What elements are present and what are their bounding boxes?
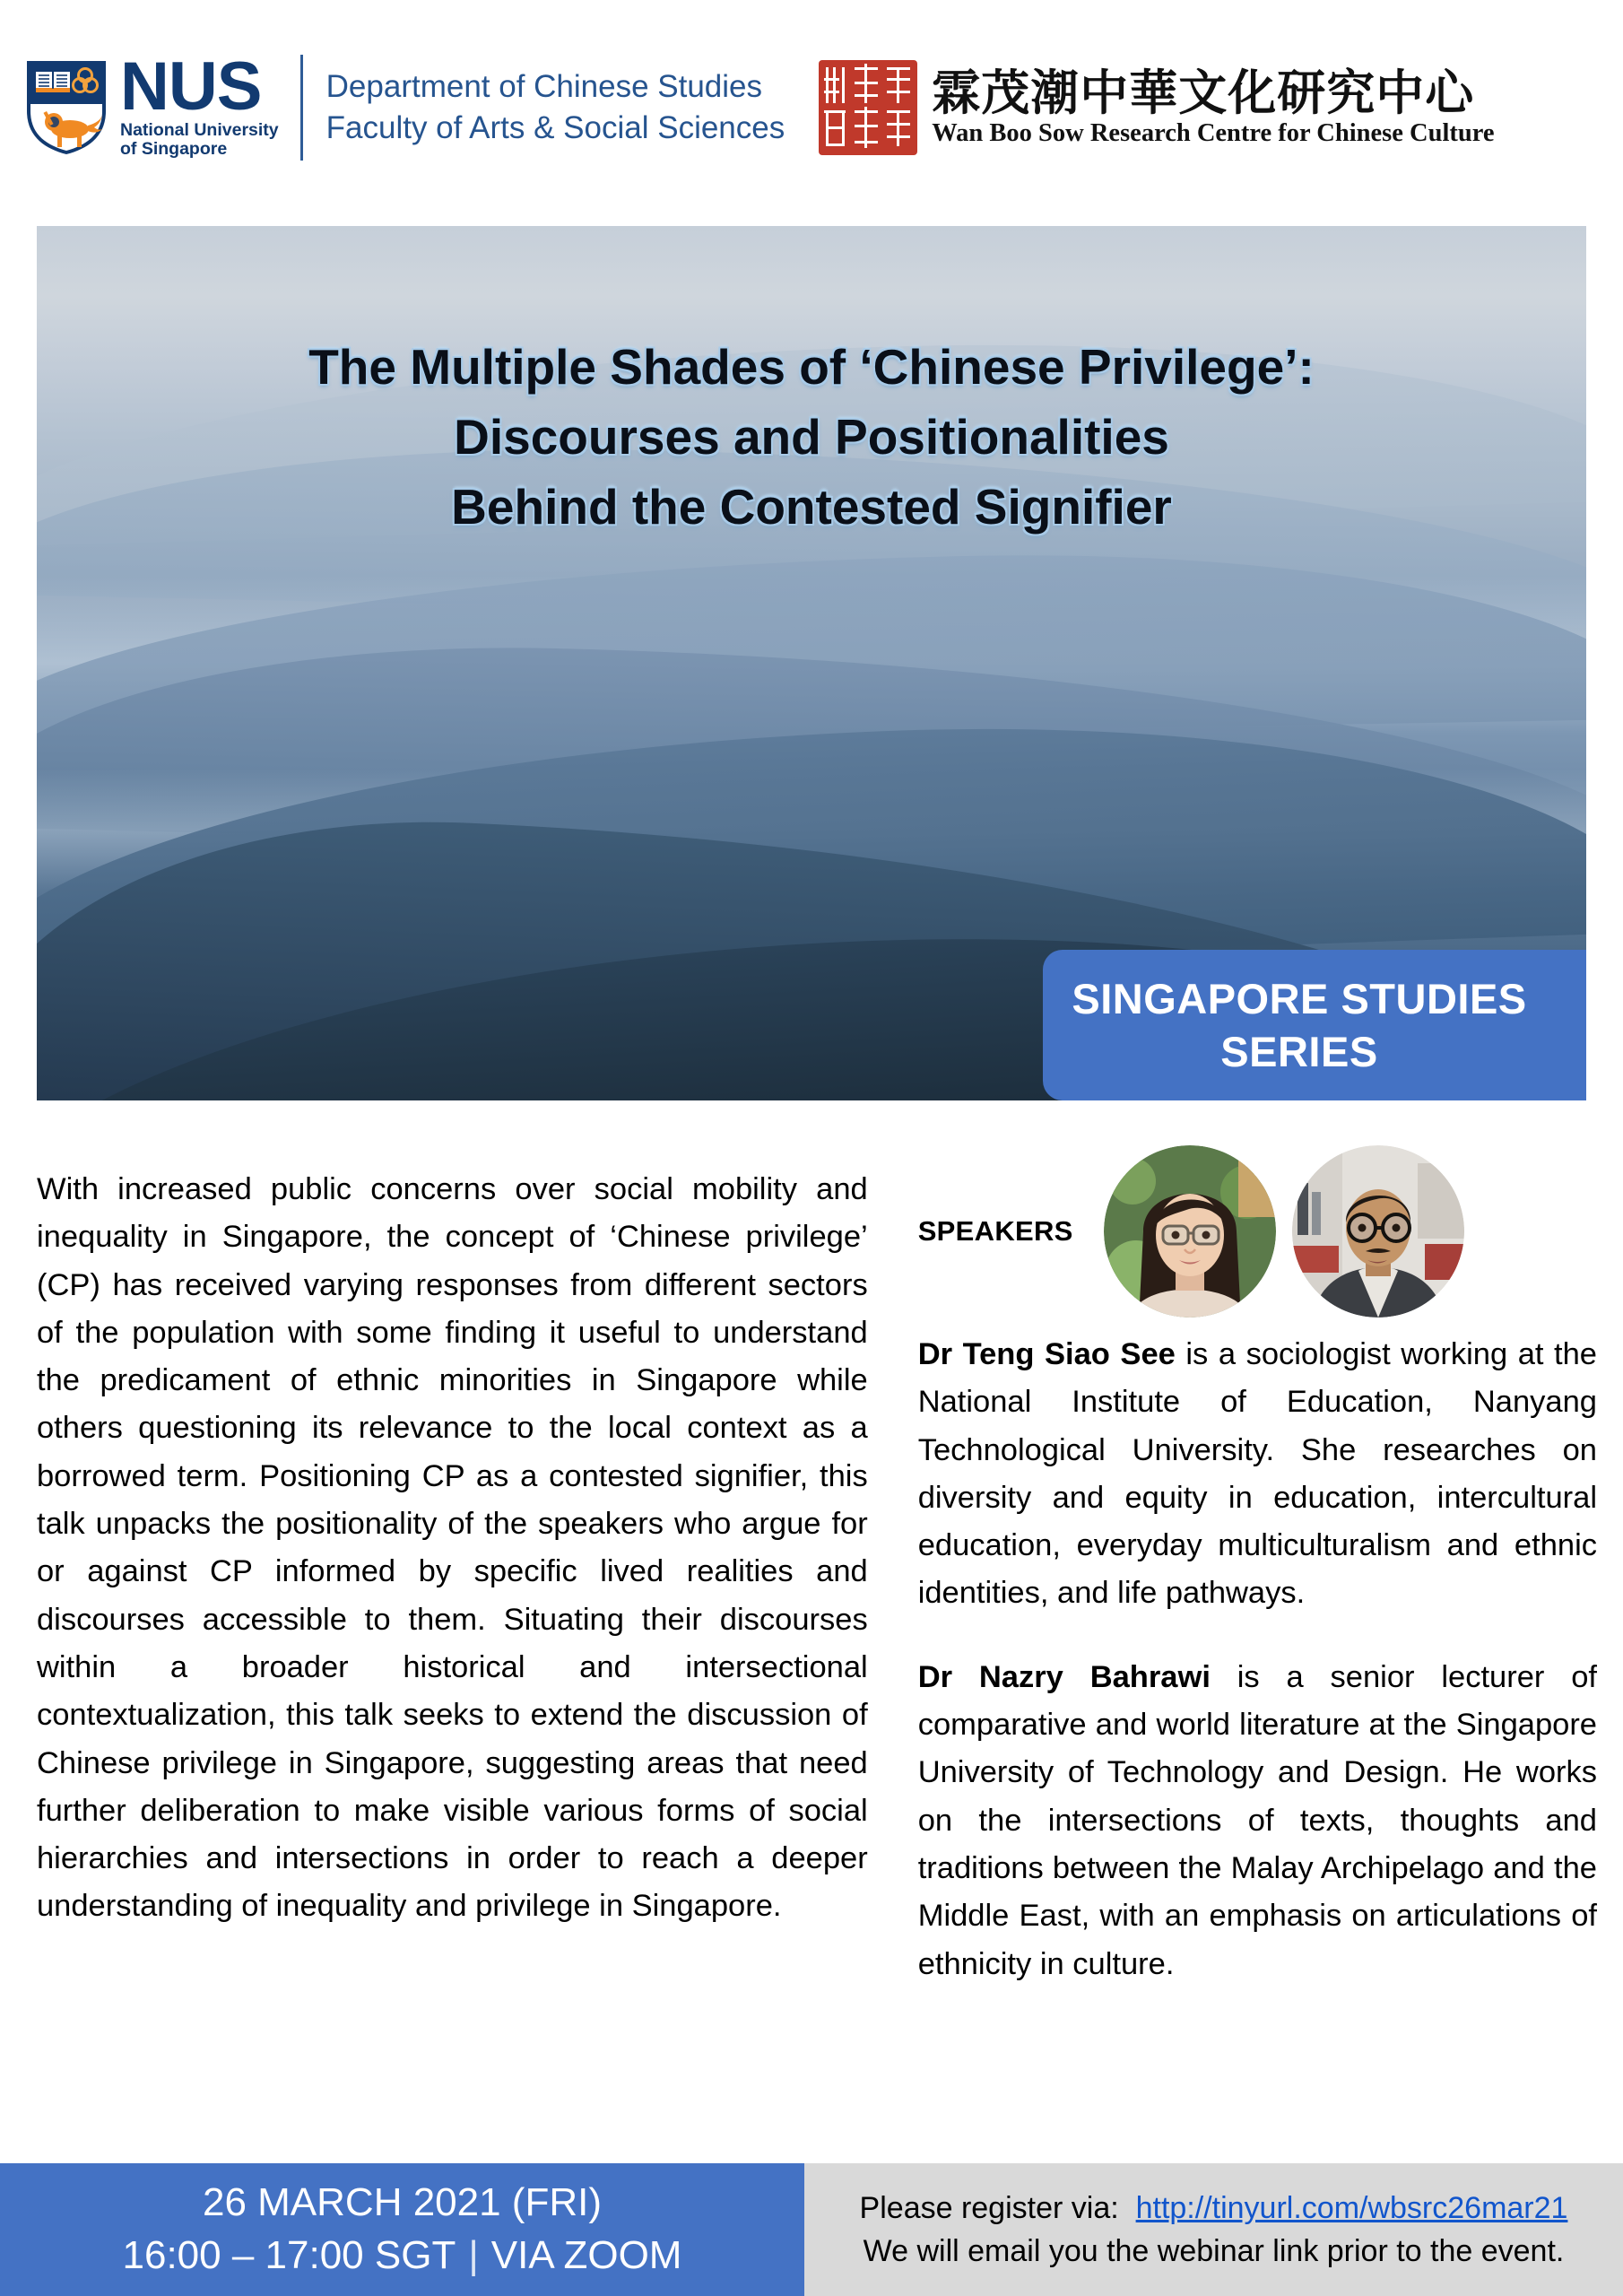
- event-title-line2: Discourses and Positionalities: [454, 409, 1169, 465]
- event-time: 16:00 – 17:00 SGT: [122, 2233, 456, 2277]
- hero-banner: [37, 226, 1586, 1100]
- speaker-bio-1: [918, 1331, 1597, 1618]
- avatar-speaker-2: [1292, 1145, 1464, 1318]
- department-line1: Department of Chinese Studies: [325, 68, 763, 104]
- series-badge: [1043, 950, 1586, 1100]
- poster-header: [0, 0, 1623, 215]
- event-title-line3: Behind the Contested Signifier: [451, 479, 1172, 535]
- abstract-column: [37, 1166, 868, 2117]
- nus-wordmark: [120, 48, 279, 161]
- detail-separator: |: [468, 2233, 479, 2277]
- speaker-bio-text-1: is a sociologist working at the National Institute of Education, Nanyang Technological University. She researches on diversity and equity in education, intercultural education, everyday multiculturalism and ethnic identities, and life pathways.: [917, 1337, 1597, 1611]
- event-date: 26 MARCH 2021 (FRI): [202, 2180, 602, 2225]
- nus-subtitle: [120, 121, 279, 161]
- event-title-line1: The Multiple Shades of ‘Chinese Privilege’:: [308, 339, 1315, 395]
- portrait-photo-male: [1292, 1145, 1464, 1318]
- series-badge-line2: SERIES: [1220, 1028, 1378, 1075]
- chinese-seal-icon: [815, 55, 921, 161]
- registration-row: [860, 2187, 1568, 2230]
- avatar-speaker-1: [1104, 1145, 1276, 1318]
- registration-link[interactable]: http://tinyurl.com/wbsrc26mar21: [1135, 2190, 1568, 2225]
- nus-subtitle-line1: National University: [120, 119, 279, 140]
- speaker-name-1: Dr Teng Siao See: [917, 1337, 1176, 1371]
- event-platform: VIA ZOOM: [490, 2233, 682, 2277]
- portrait-photo-female: [1104, 1145, 1276, 1318]
- speaker-bio-2: [918, 1654, 1597, 1988]
- poster-body: [37, 1166, 1597, 2117]
- speakers-label: SPEAKERS: [917, 1215, 1073, 1247]
- nus-logo: [25, 48, 279, 161]
- register-prefix: Please register via:: [859, 2190, 1119, 2225]
- centre-name-english: Wan Boo Sow Research Centre for Chinese Culture: [932, 119, 1495, 148]
- centre-name: [932, 63, 1495, 148]
- department-title: [326, 66, 785, 149]
- nus-subtitle-line2: of Singapore: [120, 139, 228, 160]
- abstract-text: With increased public concerns over social mobility and inequality in Singapore, the concept of ‘Chinese privilege’ (CP) has received varying responses from different sectors of the population with some finding it useful to understand the predicament of ethnic minorities in Singapore while others questioning its relevance to the local context as a borrowed term. Positioning CP as a contested signifier, this talk unpacks the positionality of the speakers who argue for or against CP informed by specific lived realities and discourses accessible to them. Situating their discourses within a broader historical and intersectional contextualization, this talk seeks to extend the discussion of Chinese privilege in Singapore, suggesting areas that need further deliberation to make visible various forms of social hierarchies and intersections in order to reach a deeper understanding of inequality and privilege in Singapore.: [37, 1172, 868, 1924]
- event-time-platform: [123, 2230, 682, 2283]
- speaker-bio-text-2: is a senior lecturer of comparative and world literature at the Singapore University of Technology and Design. He works on the intersections of texts, thoughts and traditions between the Malay Archipelago and the Middle East, with an emphasis on articulations of ethnicity in culture.: [917, 1659, 1597, 1981]
- registration-details: [804, 2163, 1623, 2296]
- poster-footer: [0, 2163, 1623, 2296]
- centre-name-chinese: 霖茂潮中華文化研究中心: [932, 63, 1475, 121]
- speakers-column: [918, 1166, 1597, 2117]
- event-details: [0, 2163, 804, 2296]
- speaker-name-2: Dr Nazry Bahrawi: [917, 1659, 1211, 1694]
- nus-crest-icon: [25, 59, 108, 156]
- header-divider: [300, 55, 303, 161]
- nus-acronym: NUS: [120, 48, 262, 125]
- department-line2: Faculty of Arts & Social Sciences: [325, 110, 785, 145]
- speakers-header: [918, 1146, 1597, 1317]
- event-title: [37, 332, 1586, 542]
- registration-note: We will email you the webinar link prior to the event.: [863, 2234, 1565, 2268]
- series-badge-line1: SINGAPORE STUDIES: [1072, 974, 1527, 1022]
- speaker-portraits: [1104, 1145, 1464, 1318]
- wan-boo-sow-logo: [815, 55, 1494, 161]
